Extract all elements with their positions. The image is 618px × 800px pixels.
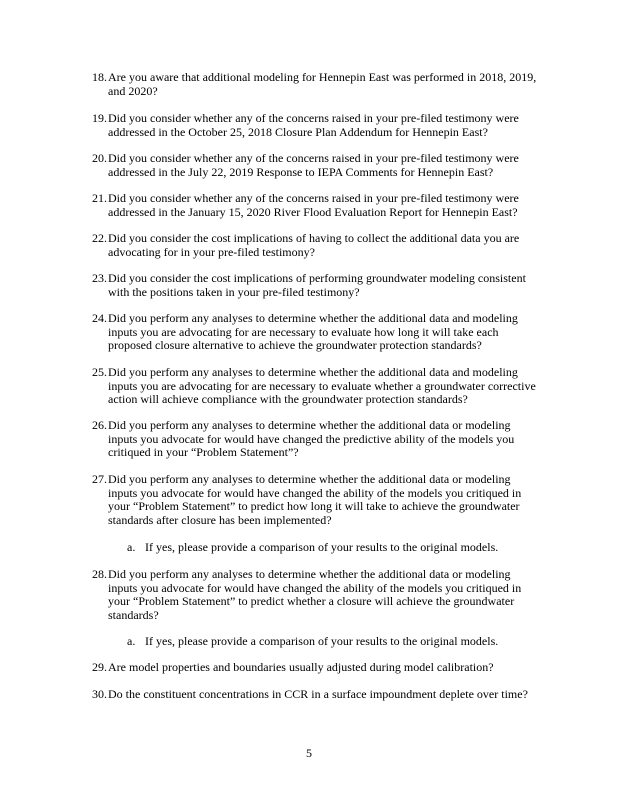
question-24	[92, 312, 592, 353]
question-number: 22.	[92, 231, 107, 245]
subitem-27a	[127, 541, 587, 555]
question-27	[92, 473, 592, 527]
question-text: Did you perform any analyses to determine whether the additional data and modeling inputs you are advocating for are necessary to evaluate how long it will take each proposed closure alternative to achieve the groundwater protection standards?	[108, 311, 518, 352]
question-number: 19.	[92, 111, 107, 125]
question-text: Did you consider whether any of the concerns raised in your pre-filed testimony were addressed in the January 15, 2020 River Flood Evaluation Report for Hennepin East?	[108, 191, 519, 219]
question-text: Did you consider whether any of the concerns raised in your pre-filed testimony were addressed in the October 25, 2018 Closure Plan Addendum for Hennepin East?	[108, 111, 519, 139]
question-text: Did you perform any analyses to determine whether the additional data or modeling inputs you advocate for would have changed the ability of the models you critiqued in your “Problem Statement” to predict how long it will take to achieve the groundwater standards after closure has been implemented?	[108, 472, 522, 527]
question-20	[92, 152, 592, 179]
question-text: Did you consider whether any of the concerns raised in your pre-filed testimony were addressed in the July 22, 2019 Response to IEPA Comments for Hennepin East?	[108, 151, 519, 179]
subitem-text: If yes, please provide a comparison of your results to the original models.	[145, 634, 499, 648]
question-text: Did you perform any analyses to determine whether the additional data and modeling inputs you are advocating for are necessary to evaluate whether a groundwater corrective action will achieve compliance with the groundwater protection standards?	[108, 365, 536, 406]
question-text: Did you consider the cost implications of performing groundwater modeling consistent with the positions taken in your pre-filed testimony?	[108, 271, 526, 299]
question-21	[92, 192, 592, 219]
page-number: 5	[306, 746, 312, 760]
question-text: Are model properties and boundaries usually adjusted during model calibration?	[108, 660, 494, 674]
question-text: Are you aware that additional modeling for Hennepin East was performed in 2018, 2019, and 2020?	[108, 70, 537, 98]
subitem-28a	[127, 635, 587, 649]
subitem-letter: a.	[127, 540, 136, 554]
question-29	[92, 661, 592, 675]
question-number: 24.	[92, 311, 107, 325]
question-number: 26.	[92, 418, 107, 432]
question-30	[92, 688, 592, 702]
question-number: 23.	[92, 271, 107, 285]
question-number: 27.	[92, 472, 107, 486]
question-19	[92, 112, 592, 139]
question-number: 30.	[92, 687, 107, 701]
question-text: Did you perform any analyses to determine whether the additional data or modeling inputs you advocate for would have changed the ability of the models you critiqued in your “Problem Statement” to predict whether a closure will achieve the groundwater standards?	[108, 567, 522, 622]
question-number: 18.	[92, 70, 107, 84]
question-number: 20.	[92, 151, 107, 165]
question-25	[92, 366, 592, 407]
question-18	[92, 71, 592, 98]
subitem-text: If yes, please provide a comparison of your results to the original models.	[145, 540, 499, 554]
question-28	[92, 568, 592, 622]
question-text: Did you consider the cost implications of having to collect the additional data you are advocating for in your pre-filed testimony?	[108, 231, 520, 259]
question-text: Did you perform any analyses to determine whether the additional data or modeling inputs you advocate for would have changed the predictive ability of the models you critiqued in your “Problem Statement”?	[108, 418, 515, 459]
question-number: 28.	[92, 567, 107, 581]
question-26	[92, 419, 592, 460]
subitem-letter: a.	[127, 634, 136, 648]
question-22	[92, 232, 592, 259]
question-number: 25.	[92, 365, 107, 379]
question-number: 29.	[92, 660, 107, 674]
question-23	[92, 272, 592, 299]
question-number: 21.	[92, 191, 107, 205]
question-text: Do the constituent concentrations in CCR in a surface impoundment deplete over time?	[108, 687, 528, 701]
